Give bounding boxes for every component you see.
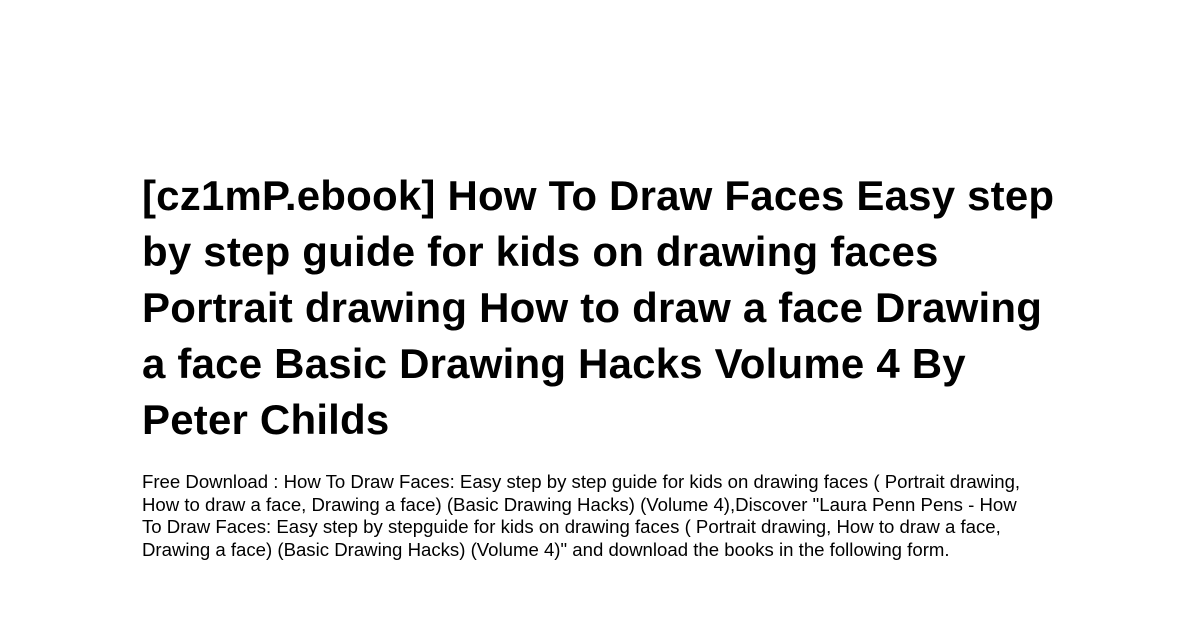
document-description: Free Download : How To Draw Faces: Easy step by step guide for kids on drawing faces ( Portrait drawing, How to draw a face, Drawing a face) (Basic Drawing Hacks) (Volume 4),Discover "Laura Penn Pens - How To Draw Faces: Easy step by stepguide for kids on drawing faces ( Portrait drawing, How to draw a face, Drawing a face) (Basic Drawing Hacks) (Volume 4)" and download the books in the following form. xyxy=(142,471,1021,560)
document-content xyxy=(142,168,1072,561)
document-title: [cz1mP.ebook] How To Draw Faces Easy step by step guide for kids on drawing faces Portrait drawing How to draw a face Drawing a face Basic Drawing Hacks Volume 4 By Peter Childs xyxy=(142,172,1055,443)
